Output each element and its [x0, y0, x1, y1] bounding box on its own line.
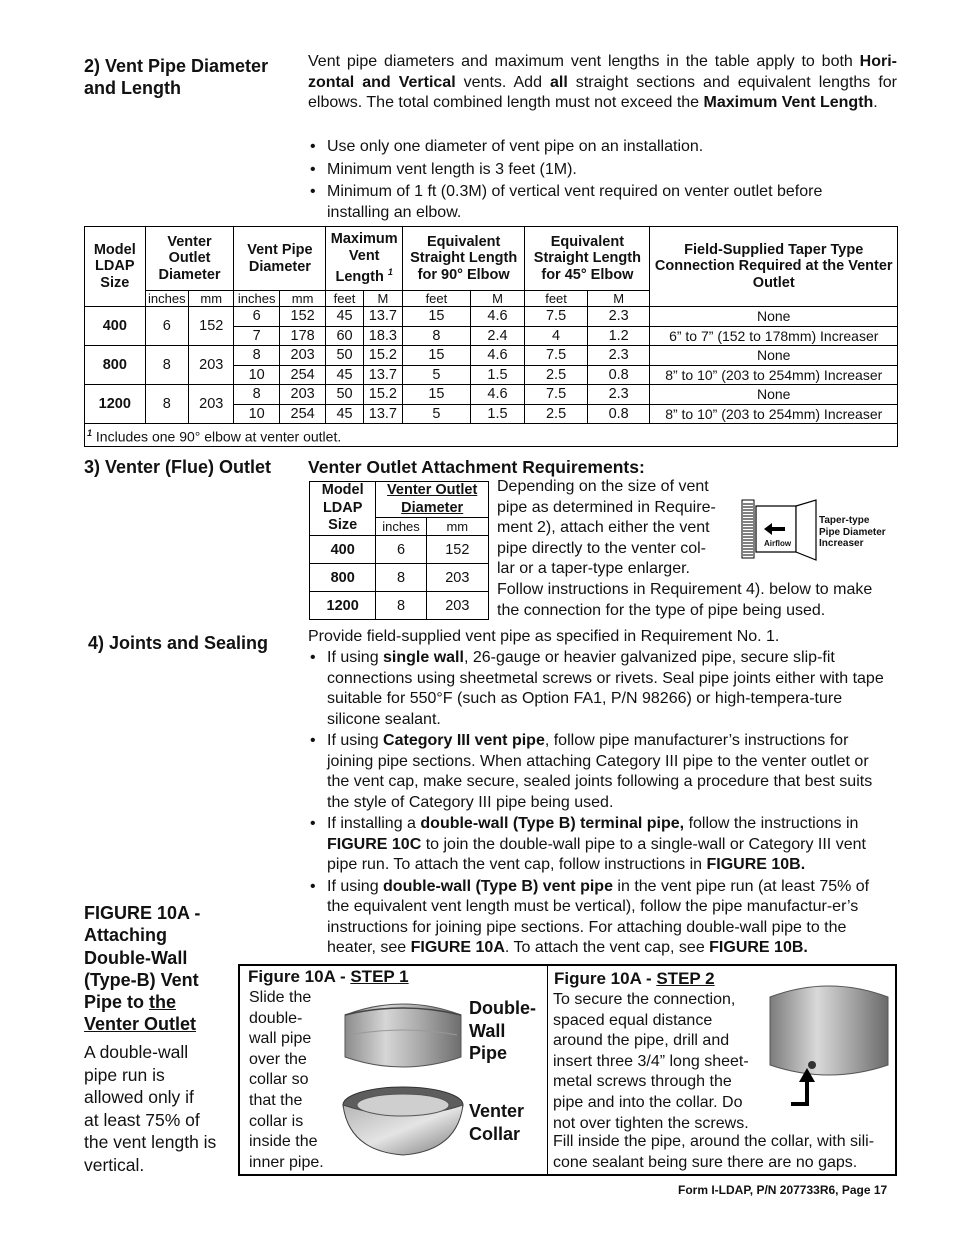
label-line: Pipe — [469, 1043, 508, 1064]
bullet-bold: double-wall (Type B) terminal pipe, — [420, 815, 685, 832]
section-2-bullets — [308, 137, 878, 223]
para-line: Follow instructions in Requirement 4). below to make — [497, 581, 873, 598]
step-line: wall pipe — [249, 1030, 312, 1048]
para-text: . — [873, 94, 878, 111]
cell: 5 — [403, 365, 471, 385]
double-wall-pipe-photo — [339, 995, 467, 1075]
cell: 203 — [426, 564, 488, 592]
bullet-double-wall-terminal — [308, 814, 891, 876]
header-vent-pipe: Vent Pipe Diameter — [234, 227, 326, 291]
step-line: not over tighten the screws. — [553, 1114, 749, 1132]
bullet-item: • Minimum of 1 ft (0.3M) of vertical vent required on venter outlet before installing an elbow. — [308, 182, 878, 223]
cell: 178 — [279, 326, 325, 346]
cell: 254 — [279, 404, 325, 424]
step-line: Fill inside the pipe, around the collar, with sili- — [553, 1133, 875, 1150]
taper-label-line: Increaser — [819, 538, 864, 549]
cell: 60 — [326, 326, 363, 346]
section-3-paragraph-2 — [497, 580, 872, 621]
step-2-text — [553, 990, 749, 1134]
taper-label — [819, 515, 886, 550]
caption-text: Pipe to — [84, 992, 150, 1013]
bullet-item: • Minimum vent length is 3 feet (1M). — [308, 160, 878, 181]
section-3-heading: 3) Venter (Flue) Outlet — [84, 457, 272, 477]
section-3-subheading: Venter Outlet Attachment Requirements: — [308, 457, 645, 477]
cell: 0.8 — [587, 404, 650, 424]
cell-taper: None — [650, 385, 898, 405]
bullet-double-wall-run — [308, 877, 891, 959]
cell: 203 — [426, 592, 488, 620]
cell: 8 — [234, 385, 279, 405]
step-line: double- — [249, 1009, 303, 1027]
venter-outlet-table — [309, 481, 489, 620]
unit: M — [587, 291, 650, 307]
bullet-text: , follow pipe manufacturer’s instructions for joining pipe sections. When attaching Category III pipe to the venter outlet or the vent cap, make secure, sealed joints following a procedure that best suits the style of Category III pipe being used. — [327, 732, 873, 811]
header-model: Model LDAP Size — [85, 227, 146, 307]
figure-ref: FIGURE 10B. — [709, 939, 808, 956]
cell-taper: None — [650, 307, 898, 327]
step-line: pipe and into the collar. Do — [553, 1093, 743, 1111]
increaser-shape — [796, 500, 816, 560]
cell: 203 — [279, 385, 325, 405]
step-title-text: Figure 10A - — [554, 969, 657, 988]
cell-venter-in: 8 — [145, 346, 188, 385]
cell: 8 — [376, 564, 426, 592]
step-2-sealant-text — [553, 1132, 874, 1173]
step-line: cone sealant being sure there are no gaps. — [553, 1153, 858, 1171]
cell-venter-in: 8 — [145, 385, 188, 424]
table-row — [85, 346, 898, 366]
caption-line — [84, 991, 200, 1013]
header-venter-outlet: Venter Outlet Diameter — [145, 227, 234, 291]
cell-model: 400 — [85, 307, 146, 346]
unit: inches — [234, 291, 279, 307]
bullet-text: in the vent pipe run (at least 75% of the equivalent vent length must be vertical), follow the pipe manufactur-er’s instructions for joining pipe sections. For attaching double-wall pipe to the heater, see — [327, 877, 870, 956]
cell: 15.2 — [363, 346, 402, 366]
unit: mm — [189, 291, 234, 307]
bullet-text: If using — [327, 877, 384, 895]
cell-taper: 8” to 10” (203 to 254mm) Increaser — [650, 404, 898, 424]
bullet-text: follow the instructions in — [684, 815, 859, 832]
small-header-venter-text: Venter Outlet Diameter — [387, 482, 478, 516]
para-text: straight sections and equivalent lengths for elbows. The total combined length must not exceed the — [308, 73, 897, 111]
cell-venter-mm: 152 — [189, 307, 234, 346]
header-eq45: Equivalent Straight Length for 45° Elbow — [525, 227, 650, 291]
step-line: collar is — [249, 1112, 304, 1130]
para-line: the connection for the type of pipe being used. — [497, 601, 826, 619]
bullet-bold: single wall — [383, 649, 464, 666]
cell: 15 — [403, 346, 471, 366]
unit: M — [363, 291, 402, 307]
bullet-single-wall — [308, 648, 891, 730]
cell: 2.5 — [525, 404, 588, 424]
section-4-intro: Provide field-supplied vent pipe as specified in Requirement No. 1. — [308, 628, 780, 645]
unit: inches — [145, 291, 188, 307]
label-double-wall-pipe — [469, 997, 536, 1065]
caption-line: Venter Outlet — [84, 1014, 197, 1035]
cell-venter-mm: 203 — [189, 385, 234, 424]
caption-text: the — [149, 992, 177, 1013]
bullet-item: • Use only one diameter of vent pipe on an installation. — [308, 137, 878, 158]
cell: 45 — [326, 307, 363, 327]
label-venter-collar — [469, 1100, 524, 1145]
section-2-paragraph — [308, 52, 897, 114]
header-max-length — [326, 227, 403, 291]
para-text: vents. Add — [455, 73, 550, 91]
unit: mm — [426, 518, 488, 536]
step-1-title — [248, 967, 409, 987]
table-row — [85, 385, 898, 405]
desc-line: the vent length is — [84, 1132, 217, 1153]
page-footer: Form I-LDAP, P/N 207733R6, Page 17 — [678, 1183, 888, 1197]
cell-taper: None — [650, 346, 898, 366]
figure-ref: FIGURE 10C — [327, 835, 422, 853]
label-line: Collar — [469, 1123, 521, 1144]
section-2-heading-line2: and Length — [84, 78, 181, 98]
cell-model: 1200 — [85, 385, 146, 424]
para-text: Vent pipe diameters and maximum vent lengths in the table apply to both — [308, 53, 860, 70]
para-line: Depending on the size of vent — [497, 478, 709, 495]
cell: 10 — [234, 365, 279, 385]
airflow-label: Airflow — [764, 539, 792, 548]
step-line: around the pipe, drill and — [553, 1032, 730, 1050]
unit: M — [470, 291, 525, 307]
label-line: Double- — [469, 998, 536, 1018]
section-2-heading — [84, 55, 268, 99]
figure-divider — [547, 966, 548, 1174]
figure-ref: FIGURE 10B. — [706, 856, 806, 873]
footnote-marker: 1 — [387, 267, 393, 278]
label-line: Wall — [469, 1020, 506, 1041]
desc-line: pipe run is — [84, 1064, 165, 1085]
grille-icon — [742, 500, 754, 558]
cell: 15.2 — [363, 385, 402, 405]
step-title-text: Figure 10A - — [248, 967, 351, 986]
cell: 10 — [234, 404, 279, 424]
cell: 1.5 — [470, 365, 525, 385]
cell: 6 — [234, 307, 279, 327]
para-line: pipe as determined in Require- — [497, 498, 716, 516]
bullet-text: If using — [327, 732, 384, 749]
unit: inches — [376, 518, 426, 536]
small-header-venter — [376, 482, 489, 518]
taper-label-line: Pipe Diameter — [819, 526, 886, 538]
step-line: inside the — [249, 1133, 318, 1151]
step-line: Slide the — [249, 989, 312, 1006]
cell: 7.5 — [525, 307, 588, 327]
bullet-text: If using — [327, 649, 384, 666]
unit: mm — [279, 291, 325, 307]
caption-line: Attaching — [84, 925, 167, 946]
cell: 8 — [234, 346, 279, 366]
cell: 15 — [403, 385, 471, 405]
unit: feet — [326, 291, 363, 307]
cell: 1.2 — [587, 326, 650, 346]
bullet-text: . To attach the vent cap, see — [504, 939, 710, 956]
desc-line: vertical. — [84, 1154, 145, 1175]
figure-ref: FIGURE 10A — [410, 939, 505, 956]
figure-10a-description — [84, 1041, 216, 1177]
cell: 2.4 — [470, 326, 525, 346]
desc-line: at least 75% of — [84, 1109, 200, 1130]
cell: 4.6 — [470, 346, 525, 366]
bullet-bold: double-wall (Type B) vent pipe — [383, 877, 613, 895]
taper-increaser-diagram — [740, 496, 820, 566]
desc-line: allowed only if — [84, 1087, 194, 1108]
cell: 2.3 — [587, 385, 650, 405]
step-2-title — [554, 969, 715, 989]
footnote-marker: 1 — [87, 427, 93, 438]
cell: 2.3 — [587, 346, 650, 366]
cell-model: 800 — [310, 564, 376, 592]
para-bold: Maximum Vent Length — [703, 94, 874, 111]
step-label: STEP 1 — [350, 967, 409, 986]
cell: 203 — [279, 346, 325, 366]
vent-table-body — [85, 307, 898, 424]
cell: 4.6 — [470, 307, 525, 327]
cell: 45 — [326, 404, 363, 424]
cell: 13.7 — [363, 307, 402, 327]
cell-taper: 6” to 7” (152 to 178mm) Increaser — [650, 326, 898, 346]
cell: 7.5 — [525, 385, 588, 405]
cell: 50 — [326, 385, 363, 405]
para-line: pipe directly to the venter col- — [497, 539, 706, 557]
section-2-heading-line1: 2) Vent Pipe Diameter — [84, 56, 269, 76]
para-bold: all — [549, 73, 568, 91]
step-line: insert three 3/4” long sheet- — [553, 1052, 749, 1070]
cell: 6 — [376, 536, 426, 564]
header-eq90: Equivalent Straight Length for 90° Elbow — [403, 227, 525, 291]
cell: 8 — [403, 326, 471, 346]
table-footnote — [85, 424, 898, 447]
step-line: To secure the connection, — [553, 991, 736, 1008]
cell: 0.8 — [587, 365, 650, 385]
table-row — [85, 307, 898, 327]
unit: feet — [525, 291, 588, 307]
cell: 13.7 — [363, 365, 402, 385]
bullet-category-iii — [308, 731, 891, 813]
cell: 2.5 — [525, 365, 588, 385]
cell: 45 — [326, 365, 363, 385]
bullet-bold: Category III vent pipe — [383, 732, 545, 749]
para-line: lar or a taper-type enlarger. — [497, 560, 690, 577]
pointer-arrow-icon — [785, 1066, 815, 1106]
cell: 5 — [403, 404, 471, 424]
section-4-bullets — [308, 648, 891, 959]
cell-venter-in: 6 — [145, 307, 188, 346]
cell-taper: 8” to 10” (203 to 254mm) Increaser — [650, 365, 898, 385]
caption-line: (Type-B) Vent — [84, 969, 199, 990]
header-taper: Field-Supplied Taper Type Connection Required at the Venter Outlet — [650, 227, 898, 307]
step-line: that the — [249, 1091, 303, 1109]
caption-line: Double-Wall — [84, 947, 188, 968]
bullet-text: , 26-gauge or heavier galvanized pipe, secure slip-fit connections using sheetmetal screws or rivets. Seal pipe joints either with tape suitable for 550°F (such as Option FA1, P/N 98266) or high-tempera-ture silicone sealant. — [327, 649, 884, 728]
step-line: spaced equal distance — [553, 1011, 713, 1029]
step-label: STEP 2 — [656, 969, 715, 988]
cell: 13.7 — [363, 404, 402, 424]
section-4-heading: 4) Joints and Sealing — [88, 633, 269, 653]
small-header-model: Model LDAP Size — [310, 482, 376, 536]
cell: 2.3 — [587, 307, 650, 327]
taper-label-line: Taper-type — [819, 515, 870, 526]
cell-model: 1200 — [310, 592, 376, 620]
cell: 15 — [403, 307, 471, 327]
step-line: metal screws through the — [553, 1073, 732, 1091]
cell: 254 — [279, 365, 325, 385]
figure-10a-box — [238, 964, 897, 1176]
header-max-text: Maximum Vent Length — [330, 231, 398, 286]
section-3-paragraph — [497, 477, 716, 580]
cell: 50 — [326, 346, 363, 366]
caption-line: FIGURE 10A - — [84, 903, 201, 923]
cell: 18.3 — [363, 326, 402, 346]
step-line: over the — [249, 1050, 307, 1068]
unit: feet — [403, 291, 471, 307]
cell-model: 800 — [85, 346, 146, 385]
cell-venter-mm: 203 — [189, 346, 234, 385]
figure-10a-caption — [84, 902, 200, 1036]
footnote-text: Includes one 90° elbow at venter outlet. — [92, 428, 342, 445]
cell: 1.5 — [470, 404, 525, 424]
cell: 7.5 — [525, 346, 588, 366]
cell: 7 — [234, 326, 279, 346]
cell: 4 — [525, 326, 588, 346]
step-line: collar so — [249, 1071, 309, 1089]
label-line: Venter — [469, 1101, 525, 1121]
cell: 8 — [376, 592, 426, 620]
cell: 152 — [279, 307, 325, 327]
cell: 4.6 — [470, 385, 525, 405]
bullet-text: to join the double-wall pipe to a single-wall or Category III vent pipe run. To attach the vent cap, follow instructions in — [327, 835, 866, 873]
desc-line: A double-wall — [84, 1042, 189, 1062]
para-bold: Hori-zontal and Vertical — [308, 53, 897, 91]
venter-collar-photo — [339, 1081, 467, 1161]
step-line: inner pipe. — [249, 1153, 324, 1171]
cell-model: 400 — [310, 536, 376, 564]
vent-length-table — [84, 226, 898, 447]
bullet-text: If installing a — [327, 815, 421, 832]
step-1-text — [249, 988, 324, 1173]
para-line: ment 2), attach either the vent — [497, 519, 710, 536]
cell: 152 — [426, 536, 488, 564]
